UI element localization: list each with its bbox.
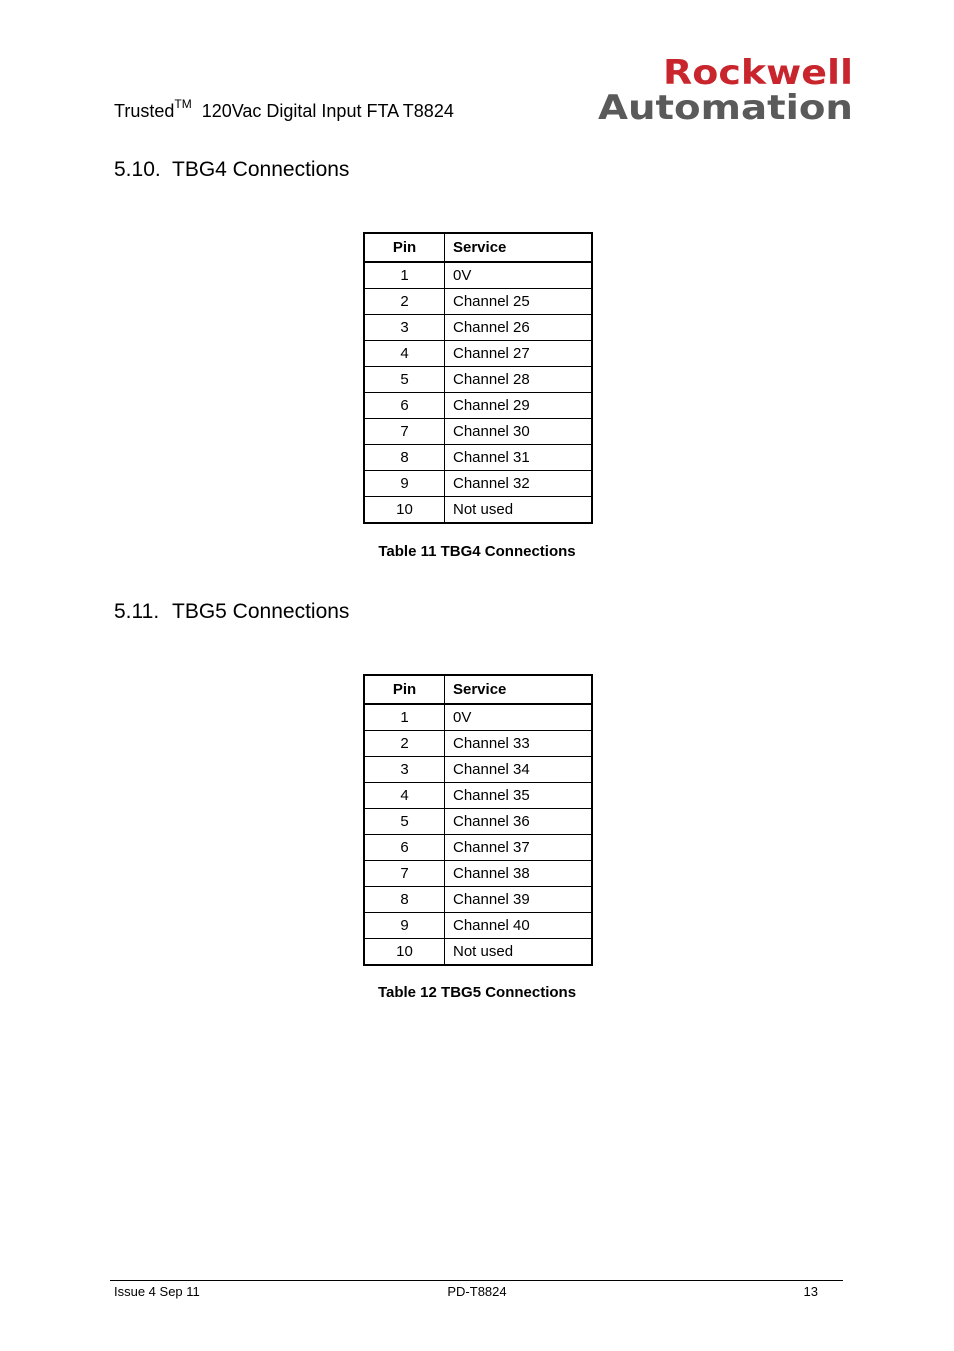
table-row	[364, 757, 592, 783]
footer-page-number: 13	[803, 1284, 818, 1299]
pin-cell: 4	[364, 783, 445, 809]
table-row	[364, 731, 592, 757]
service-cell: Channel 26	[445, 315, 593, 341]
service-cell: Channel 35	[445, 783, 593, 809]
pin-cell: 5	[364, 367, 445, 393]
service-cell: Not used	[445, 497, 593, 524]
table-row	[364, 445, 592, 471]
table-row	[364, 315, 592, 341]
service-cell: Channel 30	[445, 419, 593, 445]
section-title: TBG4 Connections	[172, 158, 350, 181]
table-row	[364, 939, 592, 966]
pin-cell: 8	[364, 445, 445, 471]
pin-cell: 3	[364, 315, 445, 341]
pin-cell: 6	[364, 835, 445, 861]
table-row	[364, 704, 592, 731]
table-row	[364, 809, 592, 835]
service-cell: Channel 27	[445, 341, 593, 367]
table-header-row	[364, 233, 592, 262]
column-header-pin: Pin	[364, 233, 445, 262]
table-row	[364, 341, 592, 367]
title-prefix: Trusted	[114, 101, 175, 121]
service-cell: Not used	[445, 939, 593, 966]
pin-cell: 7	[364, 861, 445, 887]
title-rest: 120Vac Digital Input FTA T8824	[201, 101, 454, 121]
table-row	[364, 262, 592, 289]
pin-cell: 7	[364, 419, 445, 445]
trademark-superscript: TM	[174, 97, 192, 111]
pin-cell: 5	[364, 809, 445, 835]
pin-cell: 4	[364, 341, 445, 367]
footer-issue: Issue 4 Sep 11	[114, 1284, 200, 1299]
service-cell: Channel 31	[445, 445, 593, 471]
table-row	[364, 289, 592, 315]
pin-cell: 6	[364, 393, 445, 419]
pin-cell: 2	[364, 731, 445, 757]
service-cell: Channel 33	[445, 731, 593, 757]
footer-divider	[110, 1280, 843, 1281]
service-cell: Channel 40	[445, 913, 593, 939]
column-header-pin: Pin	[364, 675, 445, 704]
pin-cell: 2	[364, 289, 445, 315]
column-header-service: Service	[445, 675, 593, 704]
service-cell: Channel 34	[445, 757, 593, 783]
section-number: 5.10.	[114, 158, 161, 181]
table-row	[364, 913, 592, 939]
pin-cell: 8	[364, 887, 445, 913]
service-cell: 0V	[445, 704, 593, 731]
section-number: 5.11.	[114, 600, 160, 623]
table-row	[364, 393, 592, 419]
section-heading-tbg4	[114, 158, 349, 182]
table-row	[364, 887, 592, 913]
table-row	[364, 835, 592, 861]
service-cell: 0V	[445, 262, 593, 289]
service-cell: Channel 39	[445, 887, 593, 913]
pin-cell: 9	[364, 913, 445, 939]
table-header-row	[364, 675, 592, 704]
document-title	[114, 97, 454, 122]
table-row	[364, 783, 592, 809]
pin-cell: 9	[364, 471, 445, 497]
table-row	[364, 861, 592, 887]
table-row	[364, 471, 592, 497]
service-cell: Channel 32	[445, 471, 593, 497]
svg-text:Rockwell: Rockwell	[663, 55, 853, 93]
table-caption-tbg5: Table 12 TBG5 Connections	[377, 984, 577, 1001]
table-row	[364, 367, 592, 393]
tbg5-connections-table	[363, 674, 593, 966]
service-cell: Channel 37	[445, 835, 593, 861]
pin-cell: 10	[364, 497, 445, 524]
pin-cell: 1	[364, 704, 445, 731]
table-row	[364, 419, 592, 445]
service-cell: Channel 29	[445, 393, 593, 419]
table-row	[364, 497, 592, 524]
service-cell: Channel 28	[445, 367, 593, 393]
footer-doc-id: PD-T8824	[447, 1284, 507, 1299]
pin-cell: 10	[364, 939, 445, 966]
service-cell: Channel 38	[445, 861, 593, 887]
service-cell: Channel 25	[445, 289, 593, 315]
svg-text:Automation: Automation	[598, 88, 853, 125]
pin-cell: 1	[364, 262, 445, 289]
tbg4-connections-table	[363, 232, 593, 524]
table-caption-tbg4: Table 11 TBG4 Connections	[378, 543, 576, 560]
rockwell-automation-logo	[597, 55, 855, 125]
section-title: TBG5 Connections	[172, 600, 350, 623]
column-header-service: Service	[445, 233, 593, 262]
service-cell: Channel 36	[445, 809, 593, 835]
pin-cell: 3	[364, 757, 445, 783]
section-heading-tbg5	[114, 600, 349, 624]
